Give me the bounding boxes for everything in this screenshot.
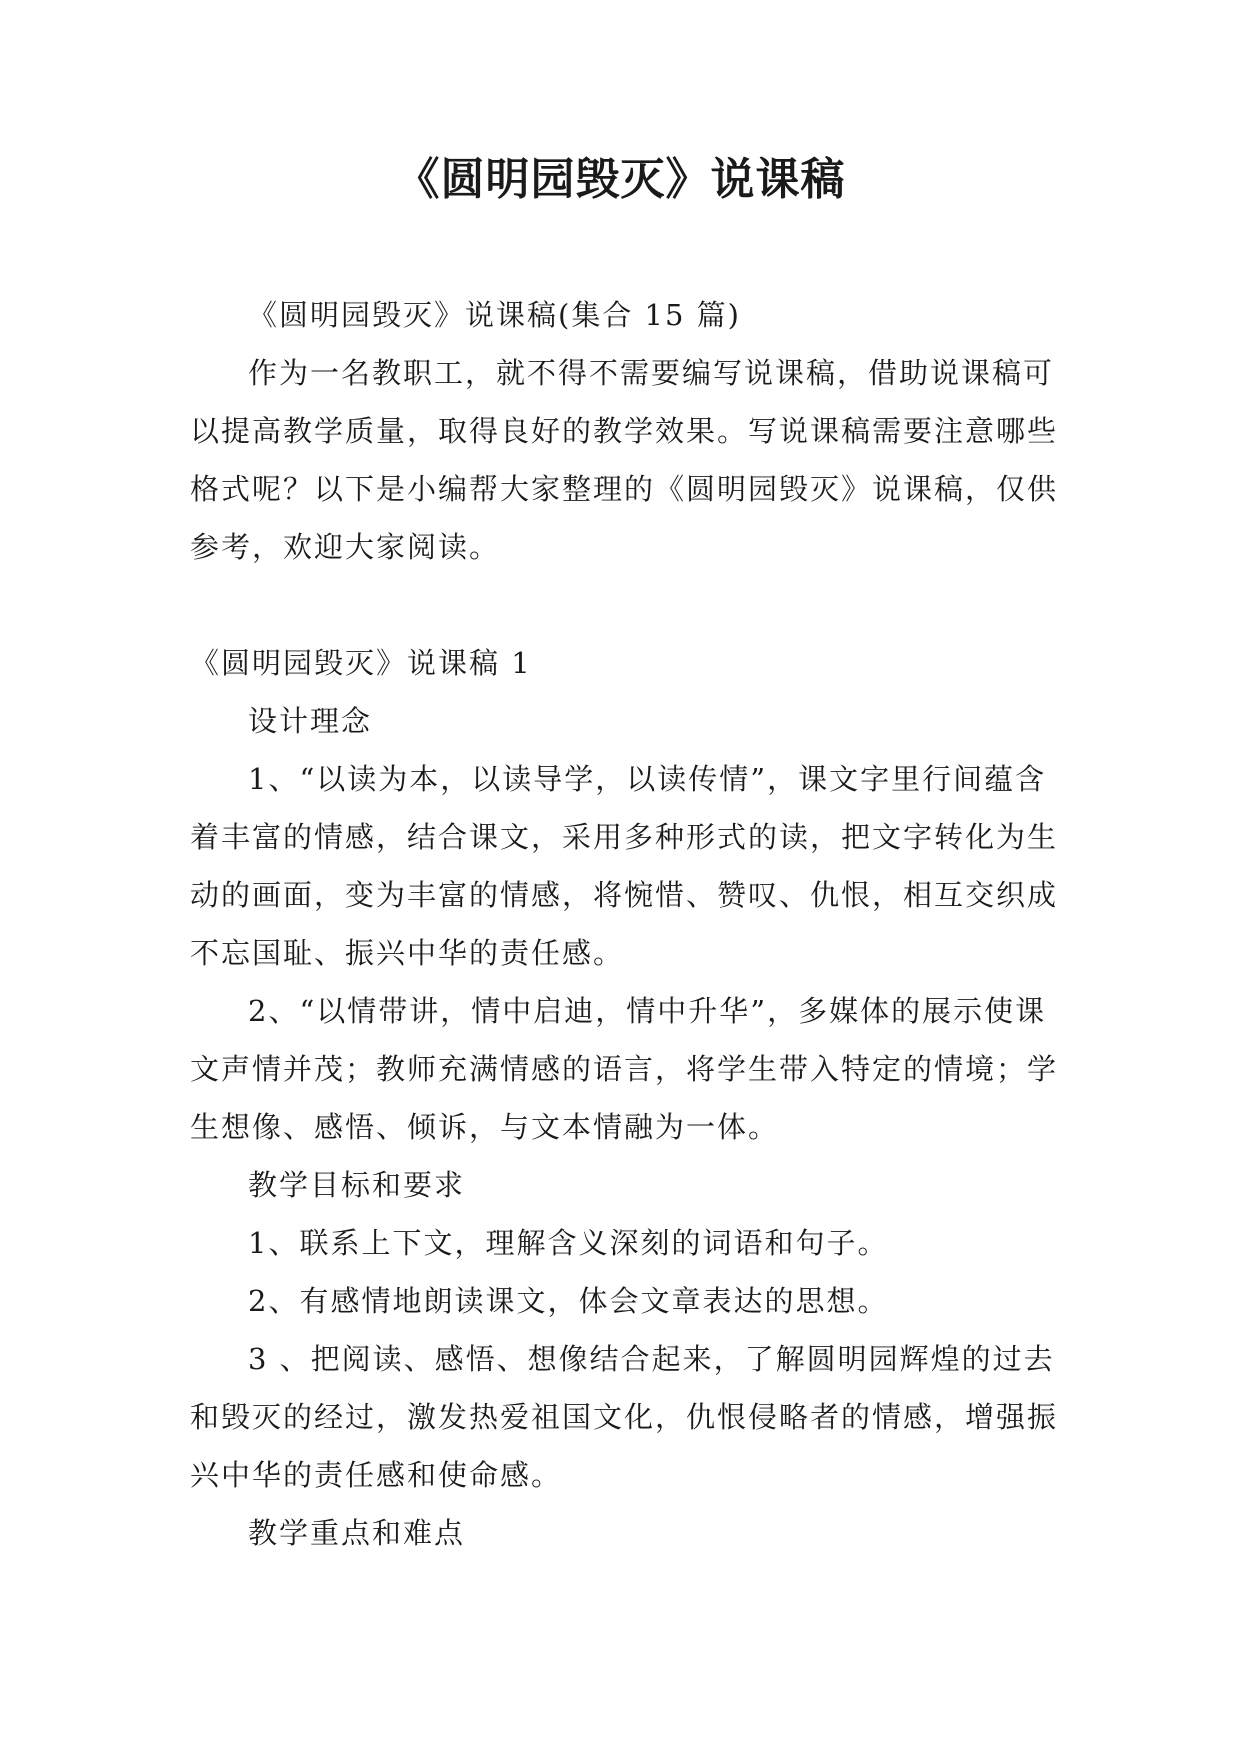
keypoints-heading: 教学重点和难点 [248,1516,466,1550]
design-heading: 设计理念 [248,704,373,738]
goal-item-3: 3 、把阅读、感悟、想像结合起来，了解圆明园辉煌的过去和毁灭的经过，激发热爱祖国文化，仇恨侵略者的情感，增强振兴中华的责任感和使命感。 [190,1342,1059,1492]
goals-heading: 教学目标和要求 [248,1168,466,1202]
document-title: 《圆明园毁灭》说课稿 [395,154,846,205]
paragraph-gap [190,576,1060,634]
goal-item-2: 2、有感情地朗读课文，体会文章表达的思想。 [248,1284,889,1318]
design-paragraph-2: 2、“以情带讲，情中启迪，情中升华”，多媒体的展示使课文声情并茂；教师充满情感的语言，将学生带入特定的情境；学生想像、感悟、倾诉，与文本情融为一体。 [190,994,1059,1144]
document-body [190,286,1060,1562]
design-paragraph-1: 1、“以读为本，以读导学，以读传情”，课文字里行间蕴含着丰富的情感，结合课文，采用多种形式的读，把文字转化为生动的画面，变为丰富的情感，将惋惜、赞叹、仇恨，相互交织成不忘国耻、振兴中华的责任感。 [190,762,1059,970]
section-heading: 《圆明园毁灭》说课稿 1 [190,646,532,680]
intro-paragraph: 作为一名教职工，就不得不需要编写说课稿，借助说课稿可以提高教学质量，取得良好的教学效果。写说课稿需要注意哪些格式呢？以下是小编帮大家整理的《圆明园毁灭》说课稿，仅供参考，欢迎大家阅读。 [190,356,1059,564]
document-subtitle: 《圆明园毁灭》说课稿(集合 15 篇) [248,298,741,332]
goal-item-1: 1、联系上下文，理解含义深刻的词语和句子。 [248,1226,889,1260]
